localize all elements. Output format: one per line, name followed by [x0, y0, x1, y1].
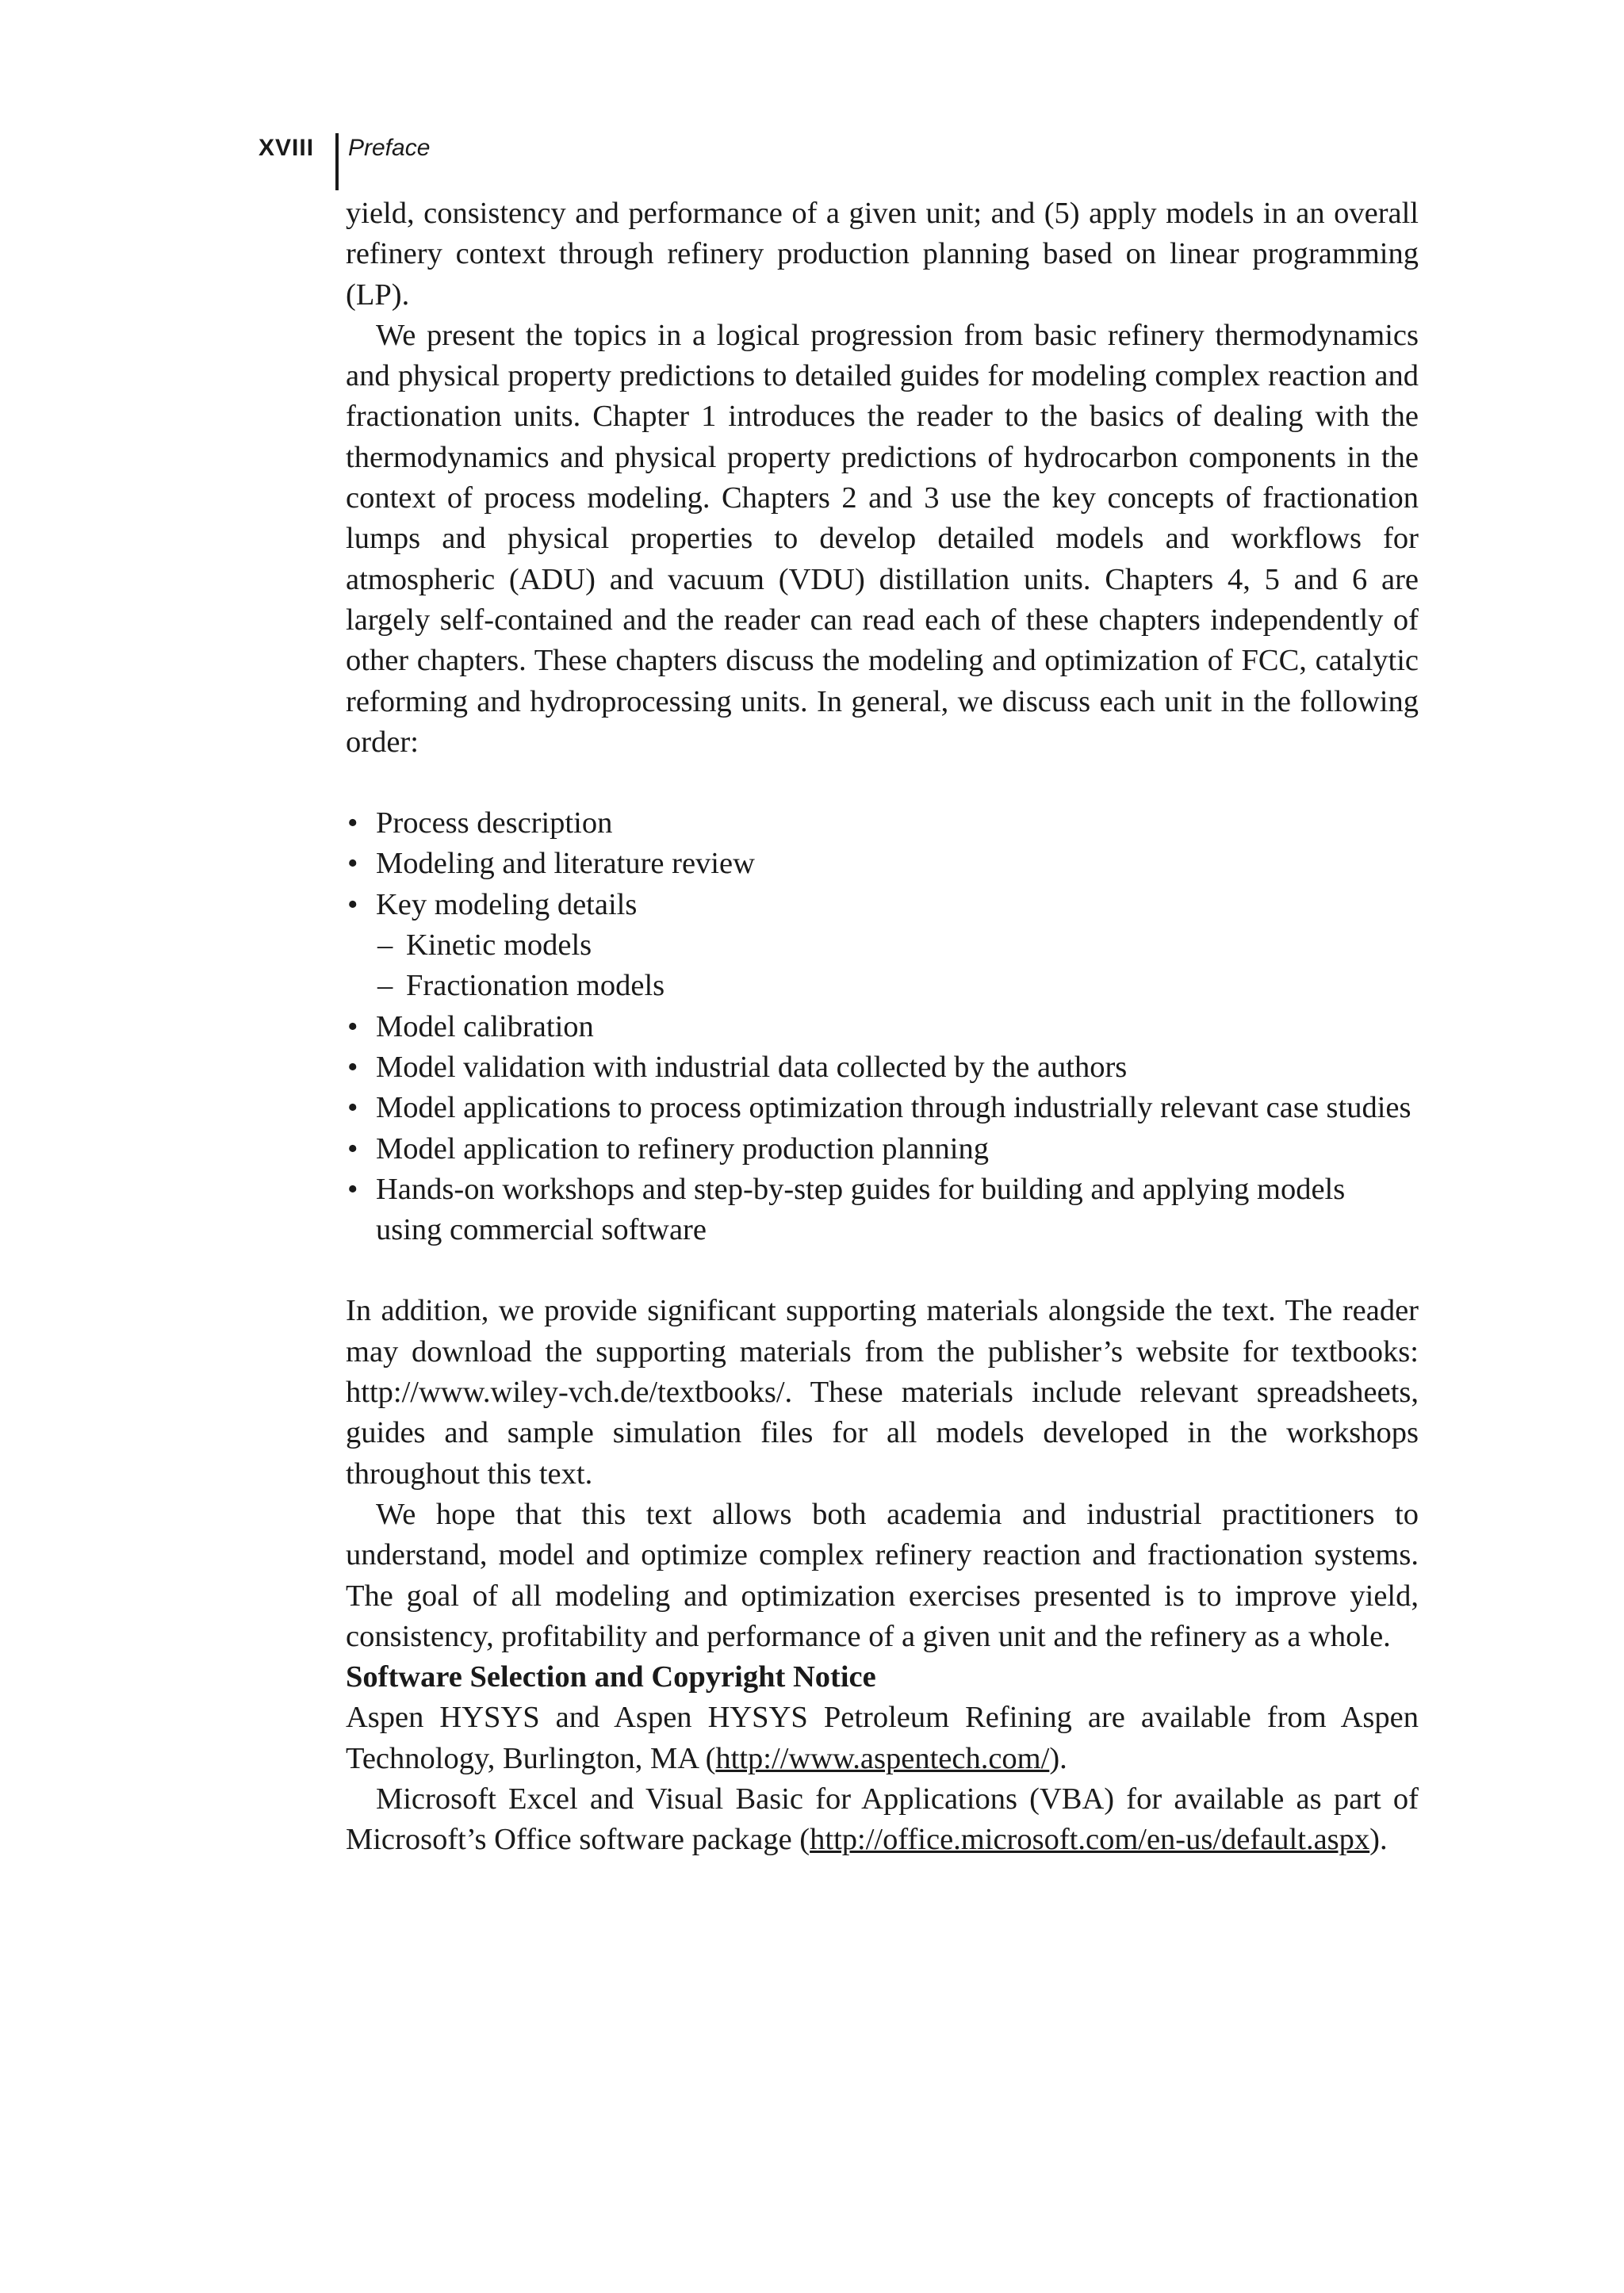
software-text-1: Aspen HYSYS and Aspen HYSYS Petroleum Refining are available from Aspen Technology, Burlington, MA (: [346, 1701, 1419, 1775]
sub-list: [376, 925, 1419, 1007]
unit-topics-list: [346, 803, 1419, 1250]
list-item-label: Key modeling details: [376, 887, 638, 921]
list-item: • Model applications to process optimization through industrially relevant case studies: [346, 1088, 1419, 1128]
paragraph-4: We hope that this text allows both academia and industrial practitioners to understand, model and optimize complex refinery reaction and fractionation systems. The goal of all modeling and optimization exercises presented is to improve yield, consistency, profitability and performance of a given unit and the refinery as a whole.: [346, 1497, 1419, 1653]
software-paragraph-1: [346, 1698, 1419, 1779]
list-item: • Modeling and literature review: [346, 844, 1419, 884]
paragraph-1: yield, consistency and performance of a given unit; and (5) apply models in an overall refinery context through refinery production planning based on linear programming (LP).: [346, 197, 1419, 312]
list-item: • Model application to refinery production planning: [346, 1129, 1419, 1169]
sub-list-item: – Fractionation models: [376, 966, 1419, 1006]
software-text-1-end: ).: [1049, 1741, 1067, 1775]
header-divider: [335, 133, 339, 190]
paragraph-2: We present the topics in a logical progression from basic refinery thermodynamics and physical property predictions to detailed guides for modeling complex reaction and fractionation units. Chapter 1 introduces the reader to the basics of dealing with the thermodynamics and physical property predictions of hydrocarbon components in the context of process modeling. Chapters 2 and 3 use the key concepts of fractionation lumps and physical properties to develop detailed models and workflows for atmospheric (ADU) and vacuum (VDU) distillation units. Chapters 4, 5 and 6 are largely self-contained and the reader can read each of these chapters independently of other chapters. These chapters discuss the modeling and optimization of FCC, catalytic reforming and hydroprocessing units. In general, we discuss each unit in the following order:: [346, 318, 1419, 759]
list-item: • Process description: [346, 803, 1419, 844]
list-item: • Hands-on workshops and step-by-step guides for building and applying models using commercial software: [346, 1169, 1419, 1251]
list-item: • Model calibration: [346, 1007, 1419, 1047]
section-title: Preface: [348, 135, 431, 161]
sub-list-item: – Kinetic models: [376, 925, 1419, 966]
software-paragraph-2: [346, 1779, 1419, 1861]
software-text-2-end: ).: [1369, 1823, 1388, 1857]
paragraph-3: In addition, we provide significant supporting materials alongside the text. The reader may download the supporting materials from the publisher’s website for textbooks: http://www.wiley-vch.de/textbooks/. These materials include relevant spreadsheets, guides and sample simulation files for all models developed in the workshops throughout this text.: [346, 1294, 1419, 1491]
software-heading: Software Selection and Copyright Notice: [346, 1660, 876, 1694]
list-item: • Model validation with industrial data collected by the authors: [346, 1047, 1419, 1088]
page-number: XVIII: [259, 135, 315, 161]
software-text-2: Microsoft Excel and Visual Basic for Applications (VBA) for available as part of Microsoft’s Office software package (: [346, 1782, 1419, 1857]
aspentech-link[interactable]: http://www.aspentech.com/: [715, 1741, 1050, 1775]
list-item-key-modeling: [346, 885, 1419, 1007]
body-text: [346, 193, 1419, 1861]
microsoft-office-link[interactable]: http://office.microsoft.com/en-us/default.aspx: [810, 1823, 1370, 1857]
